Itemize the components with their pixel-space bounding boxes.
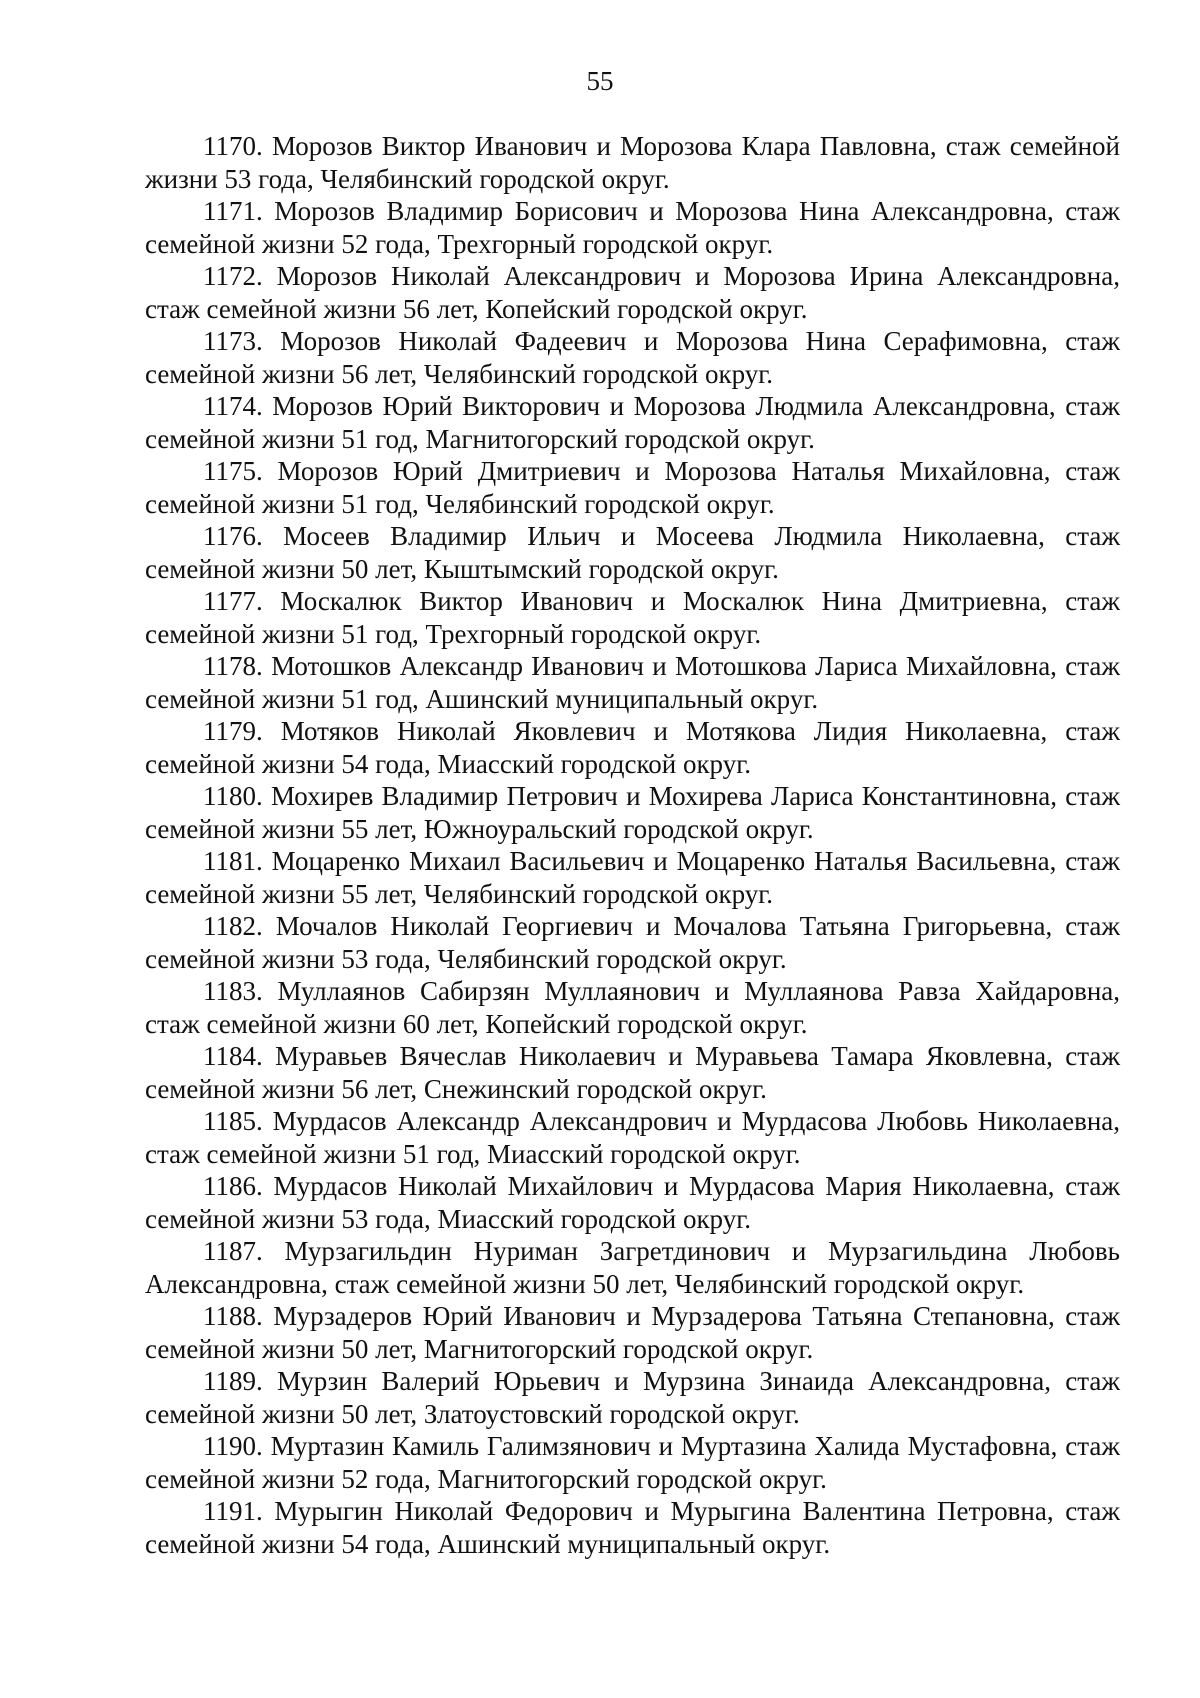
list-item: 1180. Мохирев Владимир Петрович и Мохирева Лариса Константиновна, стаж семейной жизни 55 лет, Южноуральский городской округ.	[145, 781, 1120, 844]
list-item: 1188. Мурзадеров Юрий Иванович и Мурзадерова Татьяна Степановна, стаж семейной жизни 50 лет, Магнитогорский городской округ.	[145, 1301, 1120, 1364]
list-item: 1190. Муртазин Камиль Галимзянович и Муртазина Халида Мустафовна, стаж семейной жизни 52 года, Магнитогорский городской округ.	[145, 1431, 1120, 1494]
list-item: 1176. Мосеев Владимир Ильич и Мосеева Людмила Николаевна, стаж семейной жизни 50 лет, Кыштымский городской округ.	[145, 521, 1120, 584]
list-item: 1173. Морозов Николай Фадеевич и Морозова Нина Серафимовна, стаж семейной жизни 56 лет, Челябинский городской округ.	[145, 326, 1120, 389]
list-item: 1187. Мурзагильдин Нуриман Загретдинович и Мурзагильдина Любовь Александровна, стаж семейной жизни 50 лет, Челябинский городской округ.	[145, 1236, 1120, 1299]
list-item: 1171. Морозов Владимир Борисович и Морозова Нина Александровна, стаж семейной жизни 52 года, Трехгорный городской округ.	[145, 196, 1120, 259]
list-item: 1177. Москалюк Виктор Иванович и Москалюк Нина Дмитриевна, стаж семейной жизни 51 год, Трехгорный городской округ.	[145, 586, 1120, 649]
page-number: 55	[586, 66, 614, 96]
list-item: 1175. Морозов Юрий Дмитриевич и Морозова Наталья Михайловна, стаж семейной жизни 51 год, Челябинский городской округ.	[145, 456, 1120, 519]
list-item: 1181. Моцаренко Михаил Васильевич и Моцаренко Наталья Васильевна, стаж семейной жизни 55 лет, Челябинский городской округ.	[145, 846, 1120, 909]
list-item: 1174. Морозов Юрий Викторович и Морозова Людмила Александровна, стаж семейной жизни 51 год, Магнитогорский городской округ.	[145, 391, 1120, 454]
list-item: 1189. Мурзин Валерий Юрьевич и Мурзина Зинаида Александровна, стаж семейной жизни 50 лет, Златоустовский городской округ.	[145, 1366, 1120, 1429]
list-item: 1179. Мотяков Николай Яковлевич и Мотякова Лидия Николаевна, стаж семейной жизни 54 года, Миасский городской округ.	[145, 716, 1120, 779]
list-item: 1183. Муллаянов Сабирзян Муллаянович и Муллаянова Равза Хайдаровна, стаж семейной жизни 60 лет, Копейский городской округ.	[145, 976, 1120, 1039]
list-item: 1170. Морозов Виктор Иванович и Морозова Клара Павловна, стаж семейной жизни 53 года, Челябинский городской округ.	[145, 131, 1120, 194]
list-item: 1172. Морозов Николай Александрович и Морозова Ирина Александровна, стаж семейной жизни 56 лет, Копейский городской округ.	[145, 261, 1120, 324]
list-item: 1184. Муравьев Вячеслав Николаевич и Муравьева Тамара Яковлевна, стаж семейной жизни 56 лет, Снежинский городской округ.	[145, 1041, 1120, 1104]
list-item: 1186. Мурдасов Николай Михайлович и Мурдасова Мария Николаевна, стаж семейной жизни 53 года, Миасский городской округ.	[145, 1171, 1120, 1234]
list-item: 1178. Мотошков Александр Иванович и Мотошкова Лариса Михайловна, стаж семейной жизни 51 год, Ашинский муниципальный округ.	[145, 651, 1120, 714]
list-item: 1185. Мурдасов Александр Александрович и Мурдасова Любовь Николаевна, стаж семейной жизни 51 год, Миасский городской округ.	[145, 1106, 1120, 1169]
entry-list	[145, 130, 1120, 1560]
list-item: 1191. Мурыгин Николай Федорович и Мурыгина Валентина Петровна, стаж семейной жизни 54 года, Ашинский муниципальный округ.	[145, 1496, 1120, 1559]
list-item: 1182. Мочалов Николай Георгиевич и Мочалова Татьяна Григорьевна, стаж семейной жизни 53 года, Челябинский городской округ.	[145, 911, 1120, 974]
